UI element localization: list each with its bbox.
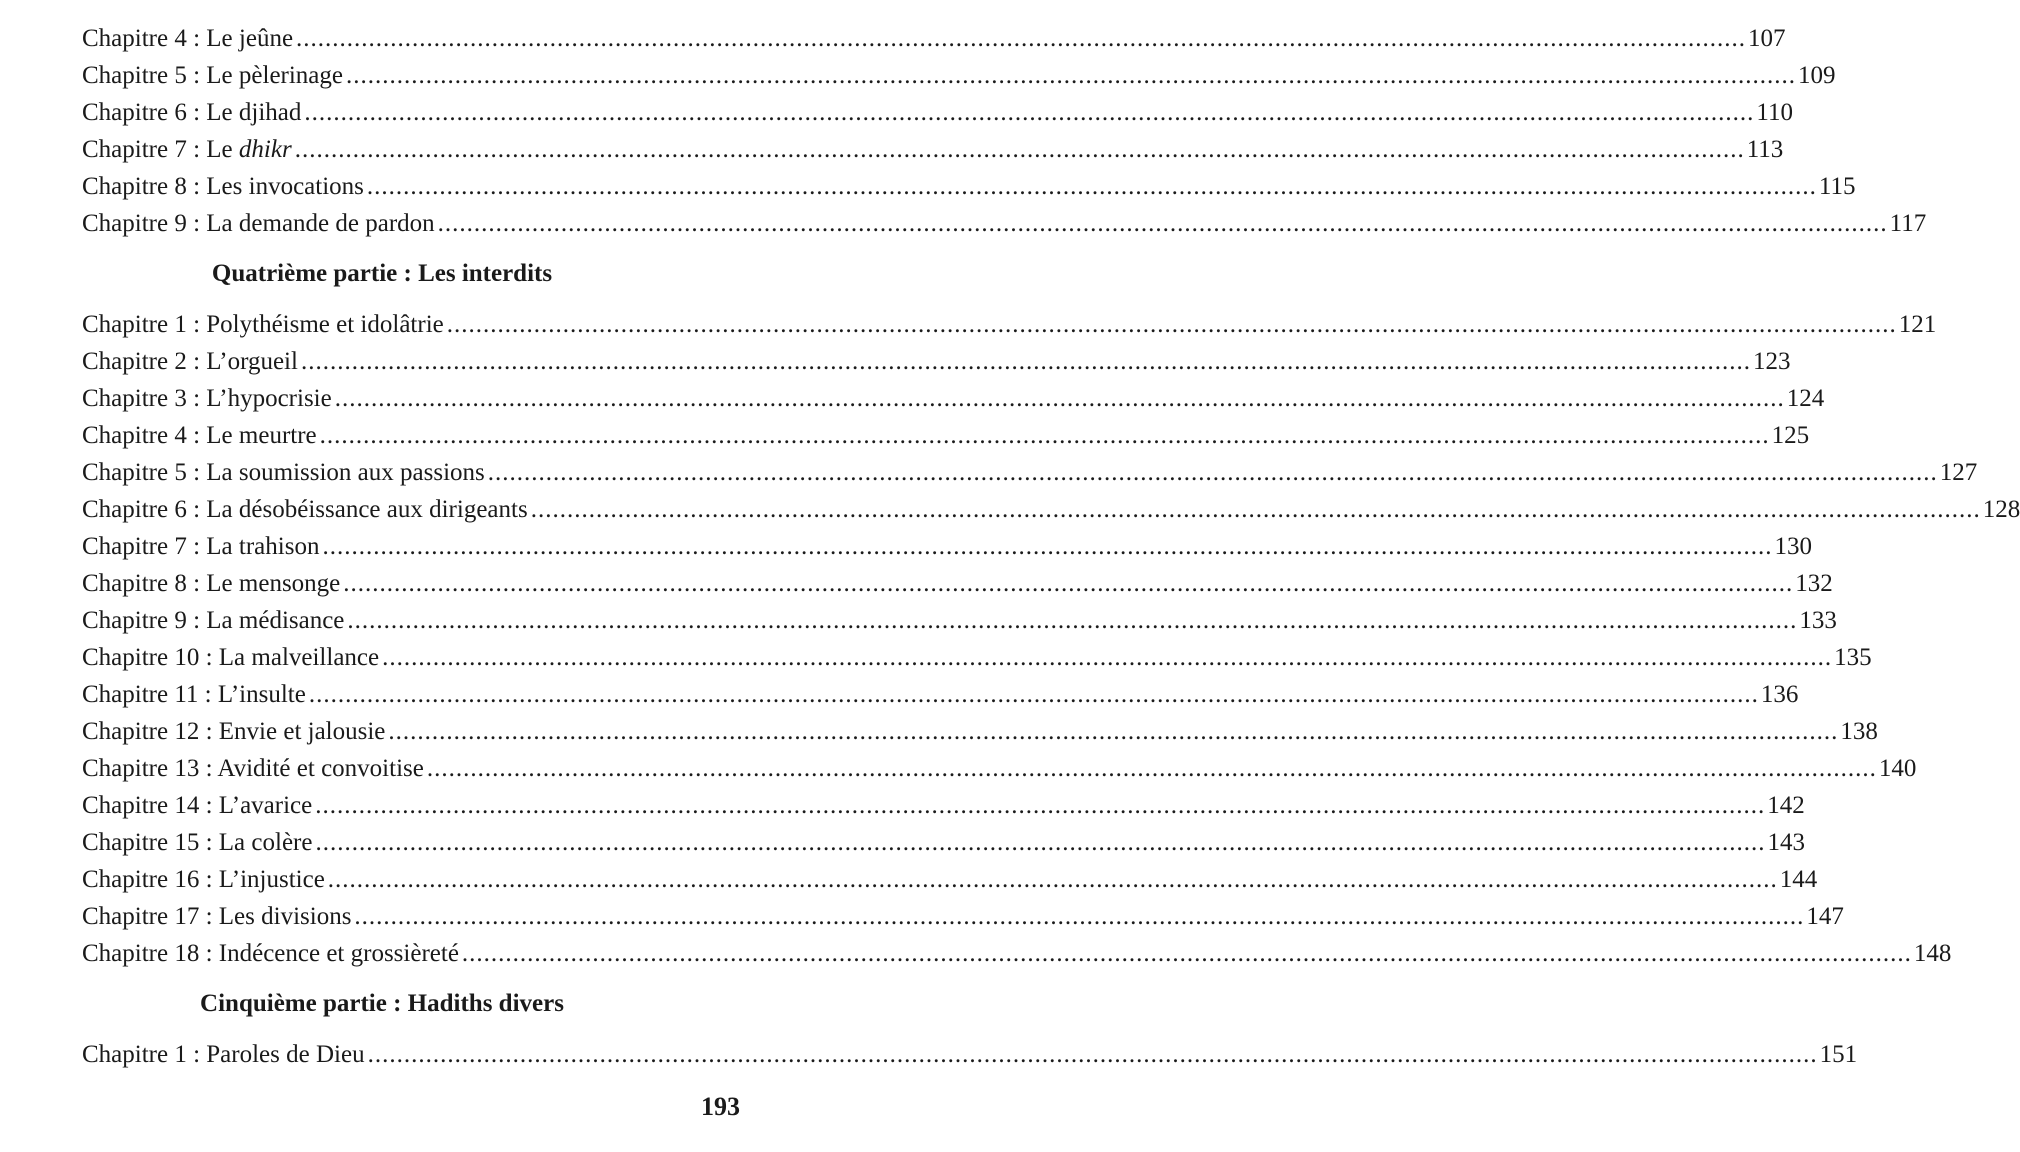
chapter-page: 115: [1818, 173, 1856, 200]
toc-entry: [82, 205, 1927, 242]
chapter-page: 127: [1939, 459, 1978, 486]
chapter-label: Chapitre 16 : L’injustice: [82, 866, 325, 893]
chapter-label: Chapitre 14 : L’avarice: [82, 792, 313, 819]
dot-leader: ........................................................................................................................................................................................................: [426, 755, 1877, 782]
chapter-page: 125: [1771, 422, 1810, 449]
chapter-page: 117: [1889, 210, 1927, 237]
toc-entry: [82, 787, 1805, 824]
chapter-title: [82, 343, 301, 380]
chapter-title: [82, 131, 295, 168]
chapter-title: [82, 602, 347, 639]
chapter-title: [82, 565, 343, 602]
chapter-label: Chapitre 10 : La malveillance: [82, 644, 380, 671]
part-heading: Quatrième partie : Les interdits: [211, 260, 553, 287]
chapter-title: [82, 1036, 368, 1073]
chapter-page: 121: [1898, 311, 1937, 338]
chapter-label: Chapitre 2 : L’orgueil: [82, 348, 298, 375]
chapter-title: [82, 20, 296, 57]
chapter-title: [82, 935, 462, 972]
dot-leader: ........................................................................................................................................................................................................: [388, 718, 1839, 745]
toc-entry: [82, 861, 1818, 898]
chapter-page: 144: [1779, 866, 1818, 893]
chapter-label: Chapitre 18 : Indécence et grossièreté: [82, 940, 459, 967]
chapter-page: 138: [1840, 718, 1878, 745]
toc-entry: [82, 417, 1810, 454]
toc-entry: [82, 713, 1878, 750]
dot-leader: ........................................................................................................................................................................................................: [346, 62, 1796, 89]
chapter-page: 107: [1748, 25, 1786, 52]
chapter-label: Chapitre 4 : Le meurtre: [82, 422, 317, 449]
chapter-label-italic: dhikr: [238, 136, 292, 163]
chapter-page: 136: [1760, 681, 1799, 708]
chapter-label: Chapitre 4 : Le jeûne: [82, 25, 294, 52]
chapter-title: [82, 898, 354, 935]
chapter-page: 124: [1786, 385, 1825, 412]
toc-entry: [82, 602, 1837, 639]
chapter-title: [82, 787, 315, 824]
toc-entry: [82, 898, 1844, 935]
dot-leader: ........................................................................................................................................................................................................: [437, 210, 1888, 237]
toc-entry: [82, 20, 1786, 57]
chapter-page: 110: [1756, 99, 1793, 126]
toc-entry: [82, 824, 1805, 861]
toc-section: [82, 972, 1858, 1073]
chapter-title: [82, 94, 304, 131]
dot-leader: ........................................................................................................................................................................................................: [487, 459, 1938, 486]
toc-entry: [82, 306, 1937, 343]
chapter-page: 147: [1806, 903, 1844, 930]
dot-leader: ........................................................................................................................................................................................................: [315, 829, 1766, 856]
chapter-label: Chapitre 6 : Le djihad: [82, 99, 302, 126]
chapter-page: 128: [1982, 496, 2020, 523]
toc-entry: [82, 1036, 1858, 1073]
chapter-title: [82, 861, 328, 898]
chapter-label: Chapitre 1 : Paroles de Dieu: [82, 1041, 365, 1068]
chapter-page: 135: [1834, 644, 1872, 671]
chapter-label: Chapitre 9 : La demande de pardon: [82, 210, 435, 237]
chapter-label: Chapitre 5 : La soumission aux passions: [82, 459, 485, 486]
dot-leader: ........................................................................................................................................................................................................: [300, 348, 1751, 375]
chapter-page: 151: [1819, 1041, 1858, 1068]
toc-entry: [82, 528, 1812, 565]
dot-leader: ........................................................................................................................................................................................................: [294, 136, 1745, 163]
toc-entry: [82, 565, 1833, 602]
chapter-label: Chapitre 8 : Le mensonge: [82, 570, 341, 597]
toc-entry: [82, 343, 1791, 380]
dot-leader: ........................................................................................................................................................................................................: [367, 1041, 1818, 1068]
dot-leader: ........................................................................................................................................................................................................: [343, 570, 1794, 597]
chapter-title: [82, 168, 367, 205]
page-number: 193: [701, 1092, 740, 1121]
chapter-page: 148: [1913, 940, 1952, 967]
chapter-page: 143: [1767, 829, 1805, 856]
chapter-label: Chapitre 3 : L’hypocrisie: [82, 385, 332, 412]
chapter-page: 142: [1767, 792, 1805, 819]
chapter-label: Chapitre 6 : La désobéissance aux dirigeants: [82, 496, 528, 523]
chapter-title: [82, 639, 382, 676]
chapter-label: Chapitre 9 : La médisance: [82, 607, 345, 634]
chapter-title: [82, 750, 427, 787]
chapter-page: 123: [1752, 348, 1791, 375]
chapter-page: 132: [1795, 570, 1833, 597]
chapter-title: [82, 205, 438, 242]
chapter-label: Chapitre 1 : Polythéisme et idolâtrie: [82, 311, 444, 338]
chapter-page: 109: [1798, 62, 1836, 89]
chapter-title: [82, 380, 335, 417]
chapter-title: [82, 824, 315, 861]
chapter-title: [82, 713, 388, 750]
toc-section: [82, 20, 1927, 242]
chapter-page: 140: [1878, 755, 1917, 782]
toc-section: [82, 242, 2020, 972]
dot-leader: ........................................................................................................................................................................................................: [347, 607, 1798, 634]
chapter-label: Chapitre 12 : Envie et jalousie: [82, 718, 386, 745]
dot-leader: ........................................................................................................................................................................................................: [296, 25, 1747, 52]
toc-entry: [82, 639, 1872, 676]
toc-entry: [82, 491, 2020, 528]
toc-entry: [82, 131, 1784, 168]
toc-entry: [82, 57, 1836, 94]
chapter-label: Chapitre 8 : Les invocations: [82, 173, 364, 200]
part-heading: Cinquième partie : Hadiths divers: [200, 990, 564, 1017]
chapter-page: 133: [1799, 607, 1837, 634]
chapter-title: [82, 491, 531, 528]
toc-entry: [82, 676, 1799, 713]
dot-leader: ........................................................................................................................................................................................................: [334, 385, 1785, 412]
chapter-label: Chapitre 7 : Le: [82, 136, 239, 163]
dot-leader: ........................................................................................................................................................................................................: [308, 681, 1759, 708]
toc-entry: [82, 94, 1793, 131]
dot-leader: ........................................................................................................................................................................................................: [315, 792, 1766, 819]
dot-leader: ........................................................................................................................................................................................................: [446, 311, 1897, 338]
chapter-label: Chapitre 13 : Avidité et convoitise: [82, 755, 424, 782]
toc-entry: [82, 380, 1825, 417]
dot-leader: ........................................................................................................................................................................................................: [366, 173, 1817, 200]
chapter-title: [82, 57, 346, 94]
chapter-title: [82, 306, 447, 343]
toc-entry: [82, 168, 1856, 205]
chapter-label: Chapitre 5 : Le pèlerinage: [82, 62, 343, 89]
chapter-page: 113: [1746, 136, 1784, 163]
chapter-title: [82, 417, 320, 454]
chapter-title: [82, 454, 488, 491]
dot-leader: ........................................................................................................................................................................................................: [530, 496, 1981, 523]
chapter-title: [82, 528, 322, 565]
dot-leader: ........................................................................................................................................................................................................: [354, 903, 1805, 930]
chapter-title: [82, 676, 309, 713]
chapter-label: Chapitre 7 : La trahison: [82, 533, 320, 560]
dot-leader: ........................................................................................................................................................................................................: [327, 866, 1778, 893]
chapter-label: Chapitre 17 : Les divisions: [82, 903, 352, 930]
table-of-contents: [82, 20, 2020, 1073]
dot-leader: ........................................................................................................................................................................................................: [322, 533, 1773, 560]
dot-leader: ........................................................................................................................................................................................................: [304, 99, 1755, 126]
dot-leader: ........................................................................................................................................................................................................: [382, 644, 1833, 671]
toc-entry: [82, 750, 1917, 787]
toc-entry: [82, 935, 1952, 972]
chapter-label: Chapitre 11 : L’insulte: [82, 681, 306, 708]
dot-leader: ........................................................................................................................................................................................................: [461, 940, 1912, 967]
chapter-label: Chapitre 15 : La colère: [82, 829, 313, 856]
toc-entry: [82, 454, 1978, 491]
dot-leader: ........................................................................................................................................................................................................: [319, 422, 1770, 449]
chapter-page: 130: [1774, 533, 1812, 560]
